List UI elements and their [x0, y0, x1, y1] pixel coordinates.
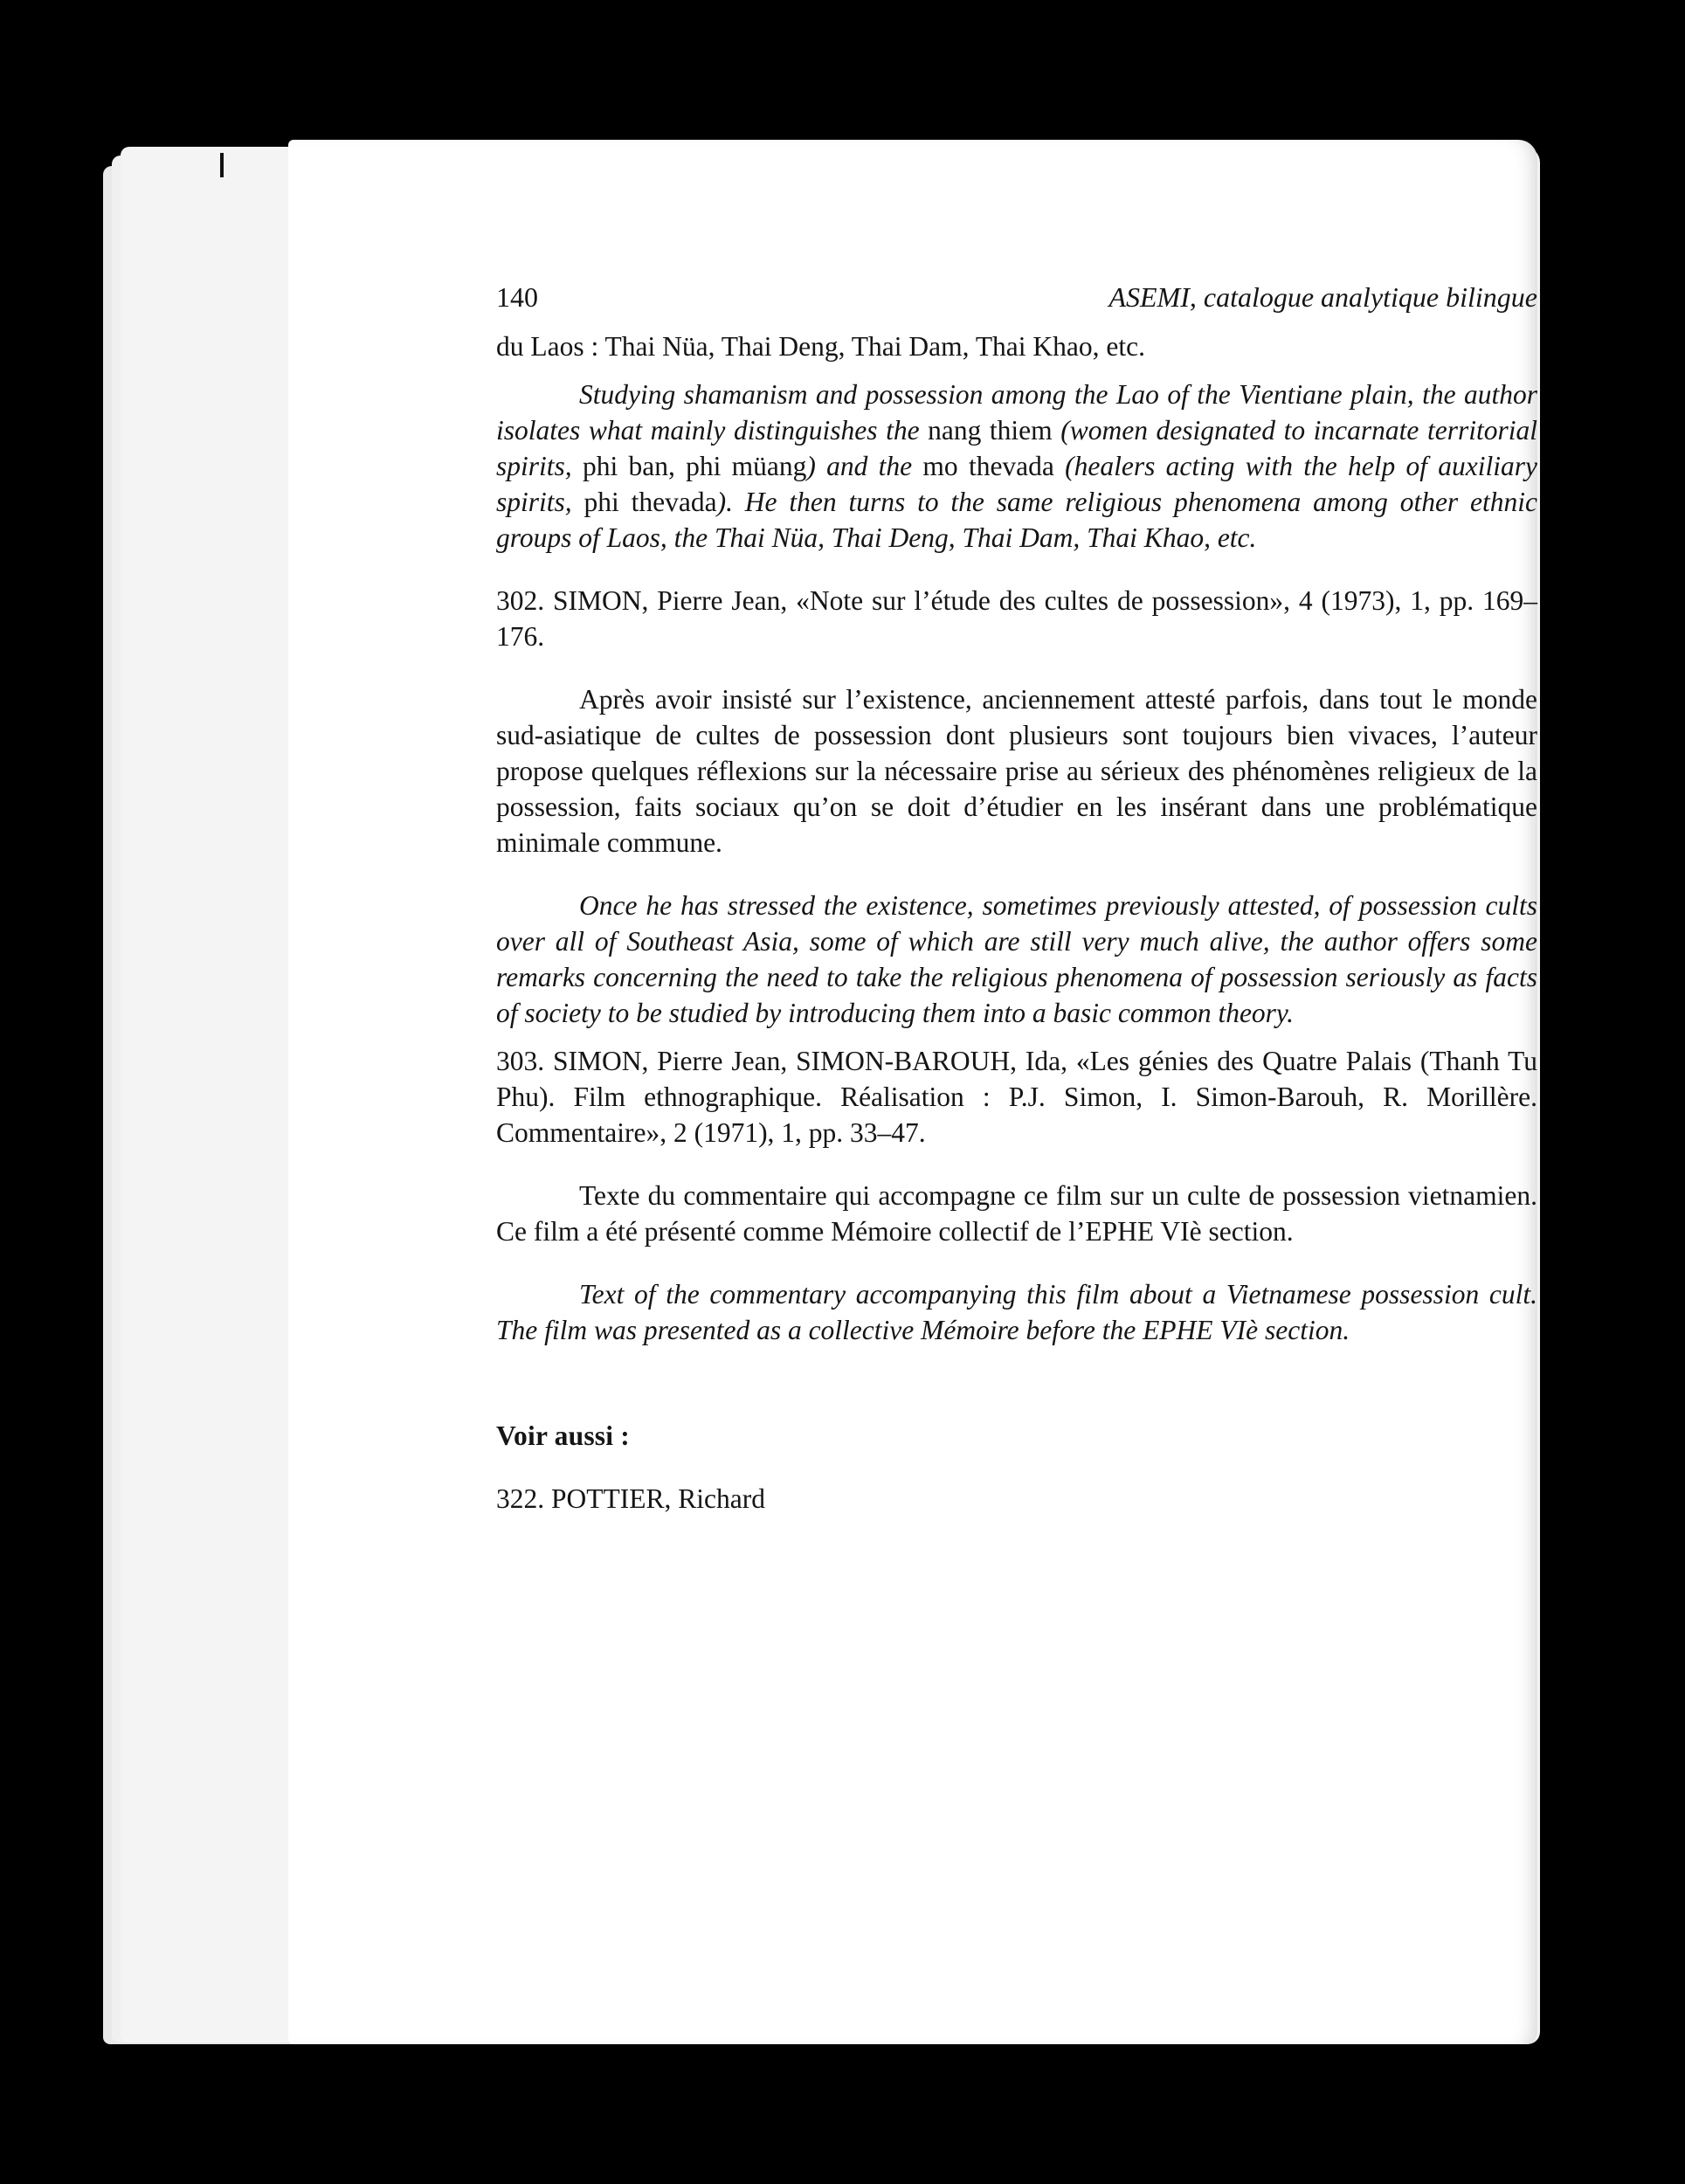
paragraph-french-302: Après avoir insisté sur l’existence, anciennement attesté parfois, dans tout le monde sud-asiatique de cultes de possession dont plusieurs sont toujours bien vivaces, l’auteur propose quelques réflexions sur la nécessaire prise au sérieux des phénomènes religieux de la possession, faits sociaux qu’on se doit d’étudier en les insérant dans une problématique minimale commune. — [496, 684, 1537, 858]
running-head: ASEMI, catalogue analytique bilingue — [1108, 281, 1537, 313]
paragraph-english-shamanism — [496, 377, 1537, 556]
paragraph-english-302: Once he has stressed the existence, sometimes previously attested, of possession cults over all of Southeast Asia, some of which are still very much alive, the author offers some remarks concerning the need to take the religious phenomena of possession seriously as facts of society to be studied by introducing them into a basic common theory. — [496, 890, 1537, 1028]
page-header — [496, 280, 1537, 316]
paragraph-english-303: Text of the commentary accompanying this film about a Vietnamese possession cult. The film was presented as a collective Mémoire before the EPHE VIè section. — [496, 1279, 1537, 1345]
term-phi-thevada: phi thevada — [584, 487, 717, 517]
entry-303: 303. SIMON, Pierre Jean, SIMON-BAROUH, Ida, «Les génies des Quatre Palais (Thanh Tu Phu). Film ethnographique. Réalisation : P.J. Simon, I. Simon-Barouh, R. Morillère. Commentaire», 2 (1971), 1, pp. 33–47. — [496, 1046, 1537, 1148]
term-nang-thiem: nang thiem — [928, 415, 1053, 446]
entry-302: 302. SIMON, Pierre Jean, «Note sur l’étude des cultes de possession», 4 (1973), 1, pp. 169–176. — [496, 585, 1537, 652]
paragraph-french-303: Texte du commentaire qui accompagne ce film sur un culte de possession vietnamien. Ce film a été présenté comme Mémoire collectif de l’EPHE VIè section. — [496, 1180, 1537, 1247]
term-phi-ban: phi ban, phi müang — [582, 451, 807, 481]
page-text — [496, 280, 1537, 1517]
text-segment: Studying shamanism and possession among the Lao of the Vientiane plain, the author isolates what mainly distinguishes the — [496, 379, 1537, 446]
spine-mark — [220, 153, 224, 177]
text-segment: (healers acting with the help of auxiliary spirits, — [496, 451, 1538, 517]
see-also-heading: Voir aussi : — [496, 1420, 630, 1451]
text-segment: (women designated to incarnate territorial spirits, — [496, 415, 1537, 481]
term-mo-thevada: mo thevada — [922, 451, 1054, 481]
page-number: 140 — [496, 281, 538, 313]
paragraph-laos-continuation: du Laos : Thai Nüa, Thai Deng, Thai Dam, Thai Khao, etc. — [496, 331, 1145, 362]
text-segment: ) and the — [806, 451, 923, 481]
entry-322: 322. POTTIER, Richard — [496, 1483, 765, 1514]
text-segment: ). He then turns to the same religious phenomena among other ethnic groups of Laos, the Thai Nüa, Thai Deng, Thai Dam, Thai Khao, etc. — [496, 487, 1538, 553]
